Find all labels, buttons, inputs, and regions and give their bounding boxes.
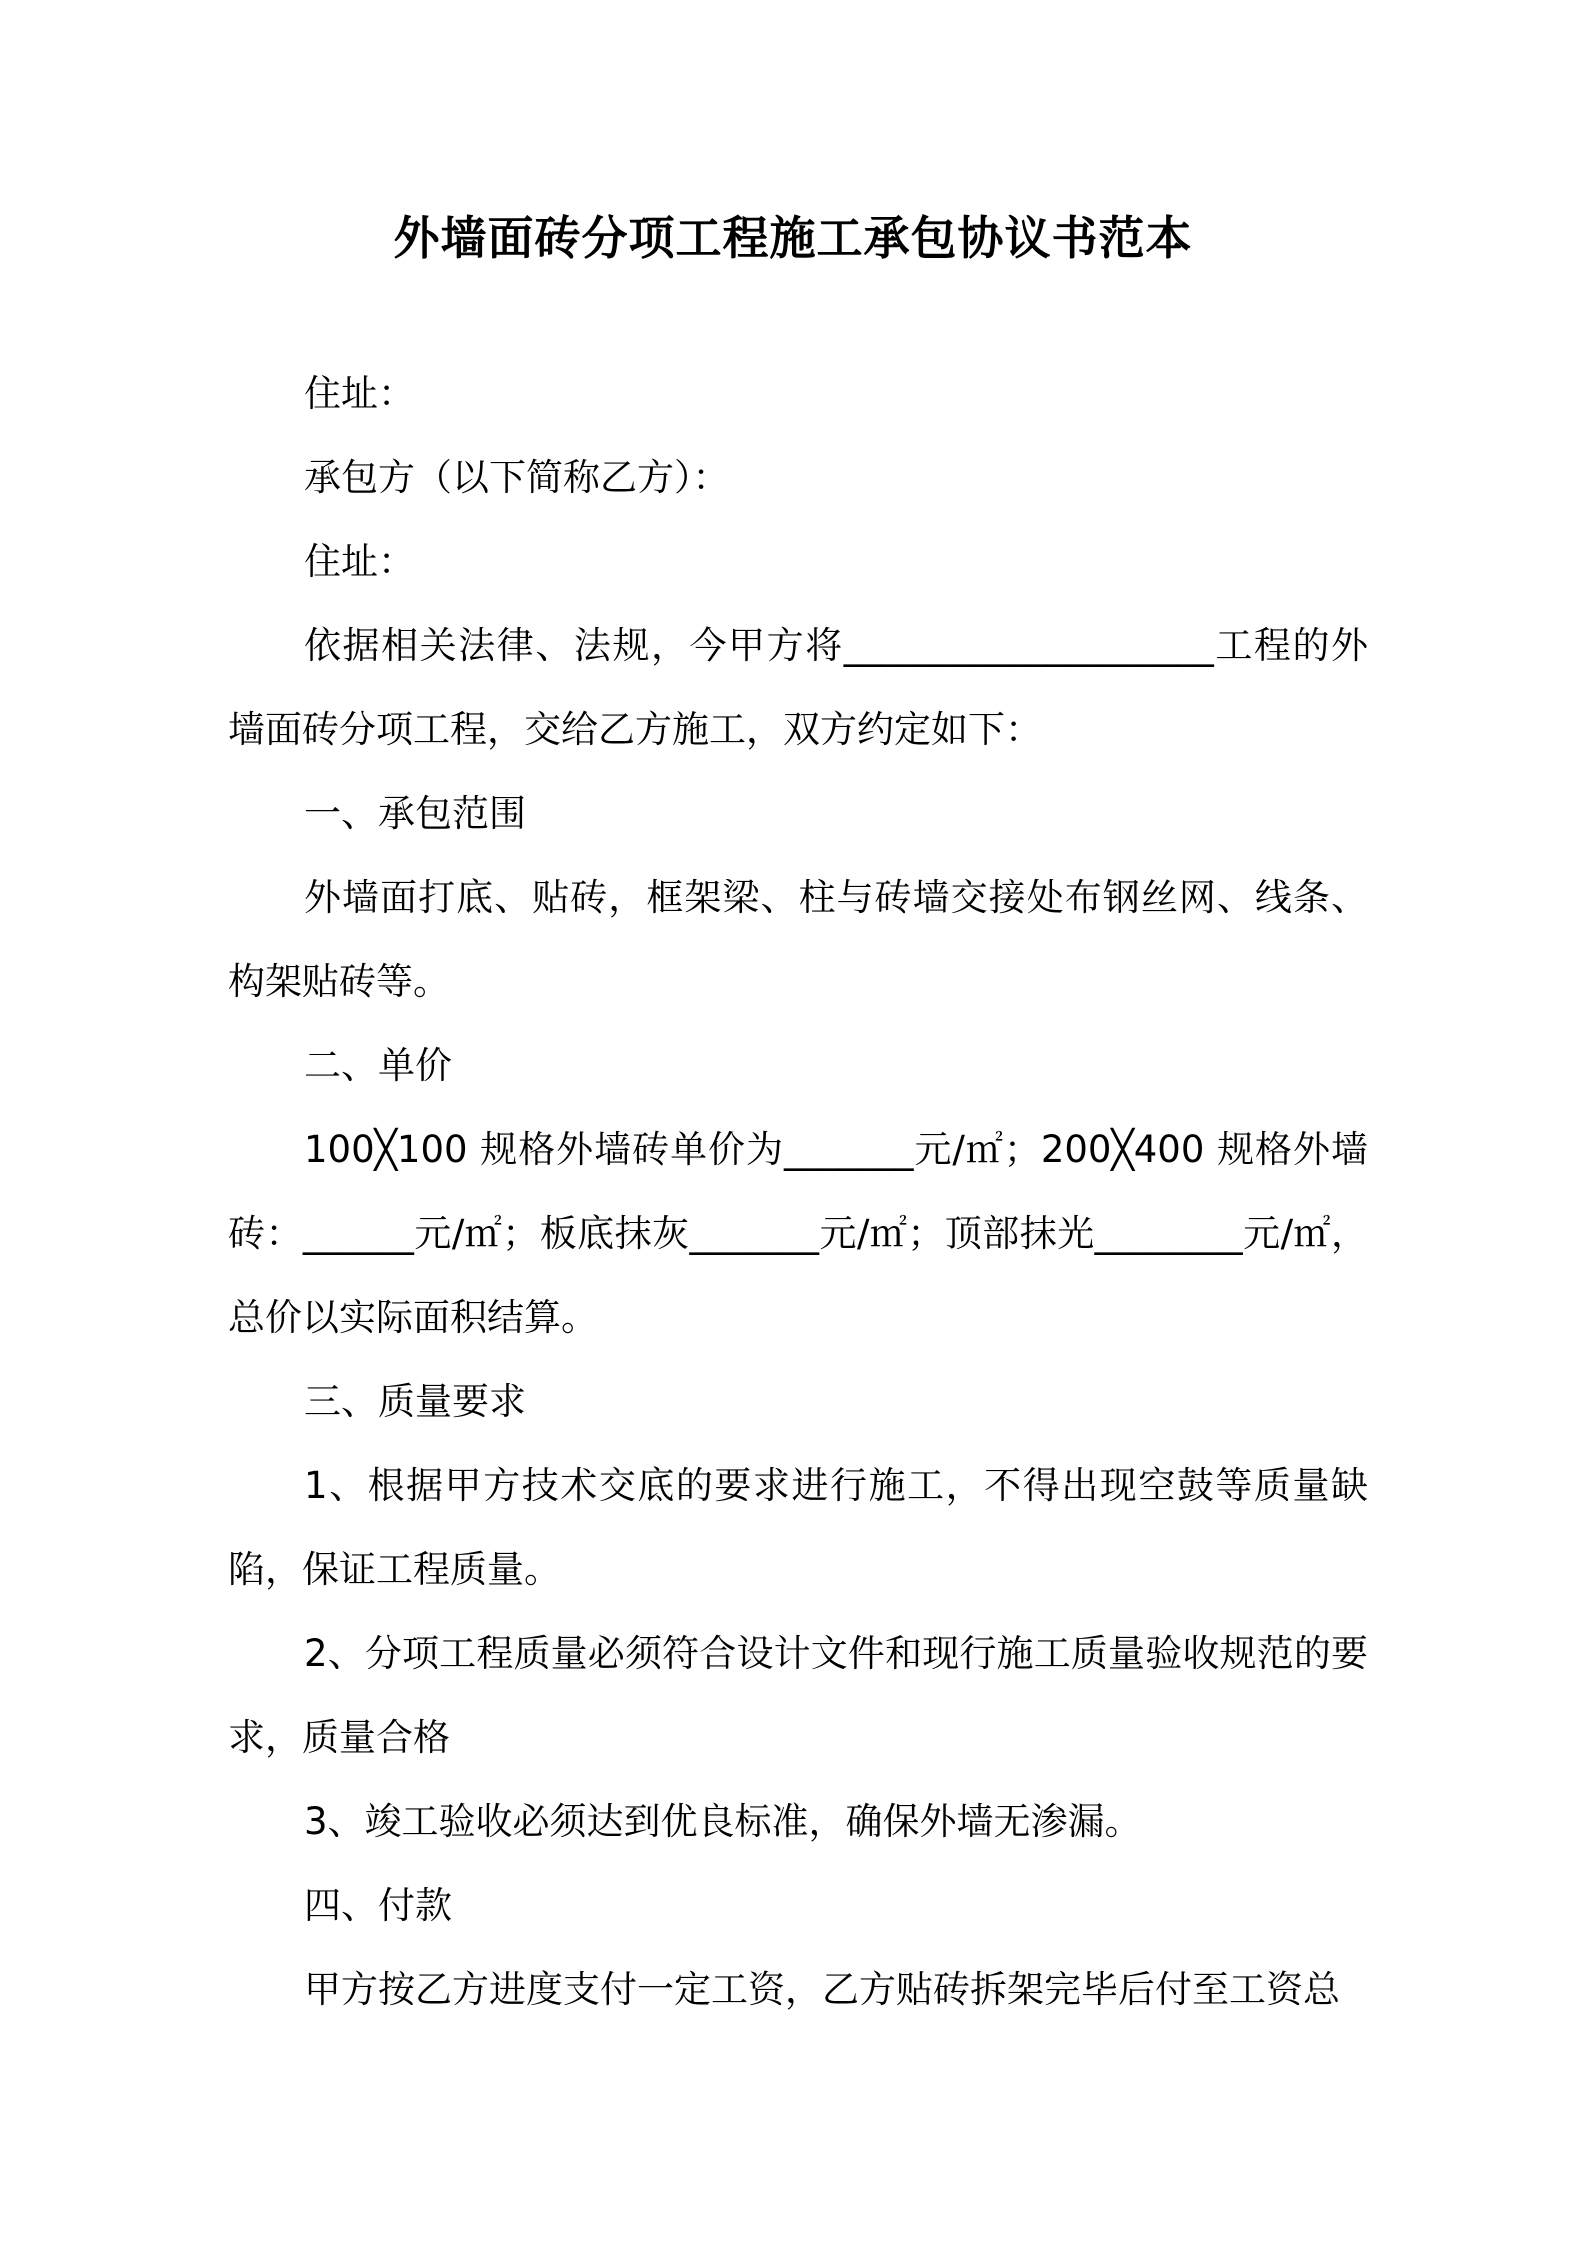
price-paragraph: 100╳100 规格外墙砖单价为_______元/㎡；200╳400 规格外墙砖：______元/㎡；板底抹灰_______元/㎡；顶部抹光________元/㎡，总价以实际面积结算。: [228, 1128, 1368, 1339]
address-line-2: 住址：: [304, 540, 415, 583]
quality-item-3: 3、竣工验收必须达到优良标准，确保外墙无渗漏。: [304, 1800, 1142, 1843]
document-body: [228, 352, 1368, 2032]
section-heading-payment: 四、付款: [304, 1884, 452, 1927]
section-heading-quality: 三、质量要求: [304, 1380, 526, 1423]
document-title: 外墙面砖分项工程施工承包协议书范本: [393, 211, 1193, 265]
contractor-line: 承包方（以下简称乙方）：: [304, 456, 730, 499]
address-line-1: 住址：: [304, 372, 415, 415]
intro-paragraph: 依据相关法律、法规，今甲方将____________________工程的外墙面砖分项工程，交给乙方施工，双方约定如下：: [228, 624, 1368, 751]
quality-item-2: 2、分项工程质量必须符合设计文件和现行施工质量验收规范的要求，质量合格: [228, 1632, 1368, 1759]
section-heading-price: 二、单价: [304, 1044, 452, 1087]
payment-paragraph: 甲方按乙方进度支付一定工资，乙方贴砖拆架完毕后付至工资总: [304, 1968, 1340, 2011]
quality-item-1: 1、根据甲方技术交底的要求进行施工，不得出现空鼓等质量缺陷，保证工程质量。: [228, 1464, 1368, 1591]
scope-paragraph: 外墙面打底、贴砖，框架梁、柱与砖墙交接处布钢丝网、线条、构架贴砖等。: [228, 876, 1368, 1003]
section-heading-scope: 一、承包范围: [304, 792, 526, 835]
